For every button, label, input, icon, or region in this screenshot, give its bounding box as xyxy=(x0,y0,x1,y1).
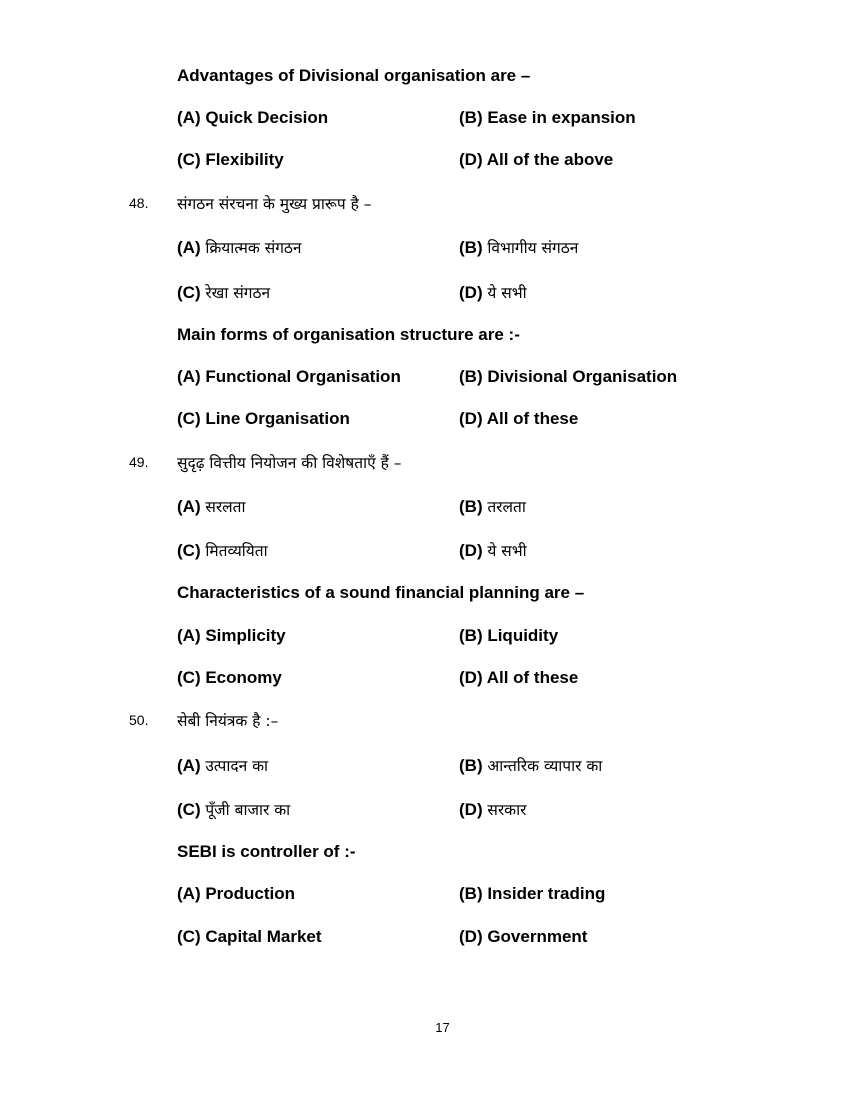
option-label: (D) xyxy=(459,541,483,560)
q49-number: 49. xyxy=(129,454,149,470)
q48-en-option-c: (C) Line Organisation xyxy=(177,409,350,428)
q50-hi-stem: सेबी नियंत्रक है :– xyxy=(177,712,279,730)
option-text: तरलता xyxy=(487,498,526,516)
option-label: (A) xyxy=(177,238,201,257)
q48-number: 48. xyxy=(129,195,149,211)
option-text: मितव्ययिता xyxy=(205,542,268,560)
q48-hi-option-b xyxy=(459,236,578,258)
option-text: उत्पादन का xyxy=(205,757,269,775)
option-label: (A) xyxy=(177,497,201,516)
option-text: पूँजी बाजार का xyxy=(205,801,291,819)
q50-hi-option-d xyxy=(459,798,526,820)
option-text: ये सभी xyxy=(487,542,527,560)
option-text: क्रियात्मक संगठन xyxy=(205,239,302,257)
option-label: (D) xyxy=(459,800,483,819)
q50-hi-option-a xyxy=(177,754,268,776)
q47-en-stem: Advantages of Divisional organisation are – xyxy=(177,66,531,85)
q47-en-option-b: (B) Ease in expansion xyxy=(459,108,636,127)
option-label: (C) xyxy=(177,283,201,302)
q49-hi-option-c xyxy=(177,539,268,561)
q50-en-option-c: (C) Capital Market xyxy=(177,927,322,946)
q48-en-option-a: (A) Functional Organisation xyxy=(177,367,401,386)
q49-en-stem: Characteristics of a sound financial planning are – xyxy=(177,583,585,602)
q49-hi-option-d xyxy=(459,539,527,561)
option-text: रेखा संगठन xyxy=(205,284,271,302)
q50-hi-option-c xyxy=(177,798,290,820)
option-text: विभागीय संगठन xyxy=(487,239,579,257)
option-text: सरकार xyxy=(487,801,527,819)
q49-en-option-d: (D) All of these xyxy=(459,668,579,687)
page-number: 17 xyxy=(435,1020,450,1035)
q48-en-stem: Main forms of organisation structure are :- xyxy=(177,325,520,344)
option-text: ये सभी xyxy=(487,284,527,302)
q50-en-option-b: (B) Insider trading xyxy=(459,884,606,903)
option-label: (B) xyxy=(459,497,483,516)
option-label: (C) xyxy=(177,800,201,819)
q47-en-option-d: (D) All of the above xyxy=(459,150,614,169)
option-text: सरलता xyxy=(205,498,246,516)
q49-hi-option-b xyxy=(459,495,526,517)
q47-en-option-c: (C) Flexibility xyxy=(177,150,284,169)
option-text: आन्तरिक व्यापार का xyxy=(487,757,603,775)
q49-en-option-c: (C) Economy xyxy=(177,668,282,687)
option-label: (B) xyxy=(459,238,483,257)
q48-hi-stem: संगठन संरचना के मुख्य प्रारूप है – xyxy=(177,195,372,213)
q48-hi-option-c xyxy=(177,281,270,303)
q50-en-stem: SEBI is controller of :- xyxy=(177,842,356,861)
q50-number: 50. xyxy=(129,712,149,728)
q50-en-option-d: (D) Government xyxy=(459,927,588,946)
q49-en-option-b: (B) Liquidity xyxy=(459,626,559,645)
option-label: (A) xyxy=(177,756,201,775)
q48-hi-option-d xyxy=(459,281,527,303)
q48-en-option-d: (D) All of these xyxy=(459,409,579,428)
option-label: (C) xyxy=(177,541,201,560)
q50-en-option-a: (A) Production xyxy=(177,884,296,903)
option-label: (B) xyxy=(459,756,483,775)
option-label: (D) xyxy=(459,283,483,302)
q47-en-option-a: (A) Quick Decision xyxy=(177,108,329,127)
q49-hi-option-a xyxy=(177,495,246,517)
q48-hi-option-a xyxy=(177,236,302,258)
q49-hi-stem: सुदृढ़ वित्तीय नियोजन की विशेषताएँ हैं – xyxy=(177,454,402,472)
q48-en-option-b: (B) Divisional Organisation xyxy=(459,367,678,386)
q49-en-option-a: (A) Simplicity xyxy=(177,626,286,645)
q50-hi-option-b xyxy=(459,754,602,776)
